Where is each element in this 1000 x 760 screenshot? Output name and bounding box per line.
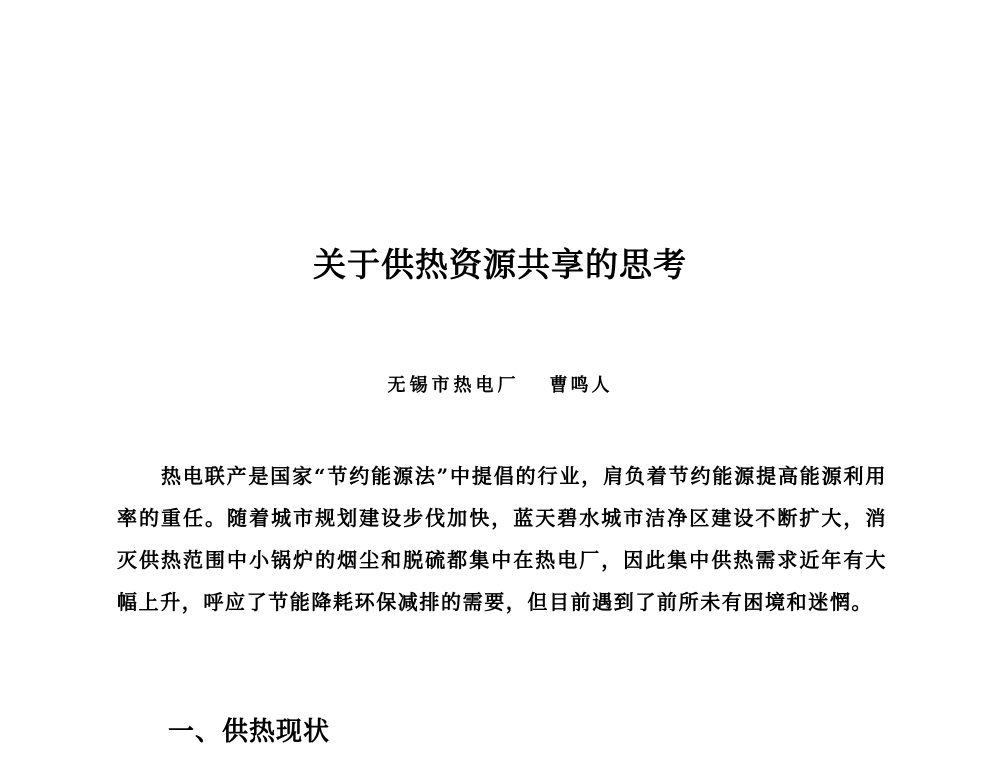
body-paragraph: 热电联产是国家“节约能源法”中提倡的行业，肩负着节约能源提高能源利用率的重任。随着城市规划建设步伐加快，蓝天碧水城市洁净区建设不断扩大，消灭供热范围中小锅炉的烟尘和脱硫都集中在热电厂，因此集中供热需求近年有大幅上升，呼应了节能降耗环保减排的需要，但目前遇到了前所未有困境和迷惘。 xyxy=(117,464,887,614)
author-name: 曹鸣人 xyxy=(549,375,613,396)
document-title: 关于供热资源共享的思考 xyxy=(313,245,687,284)
author-organization: 无锡市热电厂 xyxy=(387,375,520,396)
section-heading: 一、供热现状 xyxy=(168,717,331,747)
byline xyxy=(0,372,1000,400)
